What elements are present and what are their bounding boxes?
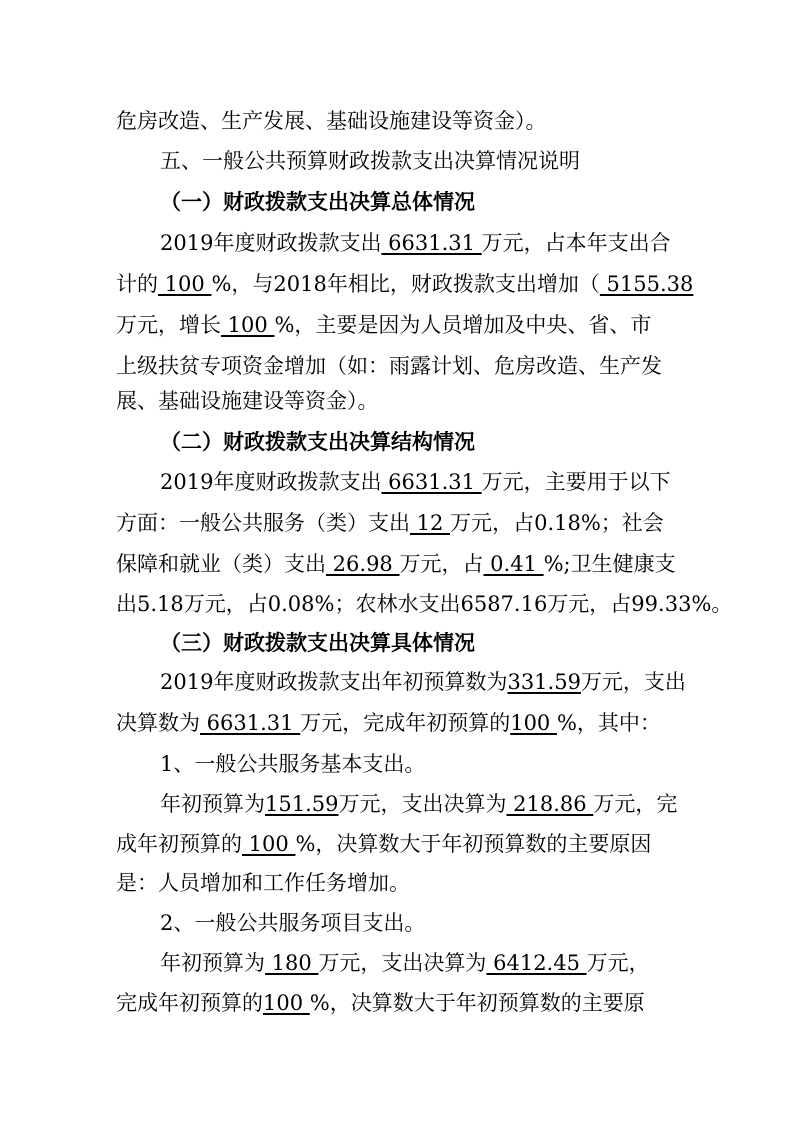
value-social-security-percent: 0.41	[483, 552, 544, 576]
value-final-accounts: 6631.31	[200, 711, 301, 735]
value-growth: 100	[221, 313, 275, 337]
paragraph-line: 决算数为 6631.31 万元，完成年初预算的100 %，其中：	[116, 711, 661, 735]
value-basic-final: 218.86	[506, 792, 594, 816]
value-basic-budget: 151.59	[265, 792, 339, 816]
value-percent: 100	[158, 272, 212, 296]
value-increase: 5155.38	[599, 272, 694, 296]
paragraph-line: 出5.18万元，占0.08%；农林水支出6587.16万元，占99.33%。	[116, 592, 733, 616]
value-project-percent: 100	[263, 991, 310, 1015]
paragraph-line: 万元，增长 100 %，主要是因为人员增加及中央、省、市	[116, 313, 652, 337]
value-total-expenditure: 6631.31	[381, 470, 482, 494]
paragraph-line: 2019年度财政拨款支出年初预算数为331.59万元，支出	[160, 670, 686, 694]
value-public-services: 12	[410, 511, 451, 535]
subsection-heading: （二）财政拨款支出决算结构情况	[160, 429, 475, 454]
list-item-heading: 1、一般公共服务基本支出。	[160, 752, 426, 776]
paragraph-line: 是：人员增加和工作任务增加。	[116, 871, 410, 895]
paragraph-line: 展、基础设施建设等资金）。	[116, 389, 379, 413]
subsection-heading: （三）财政拨款支出决算具体情况	[160, 630, 475, 655]
value-project-final: 6412.45	[486, 951, 587, 975]
subsection-heading: （一）财政拨款支出决算总体情况	[160, 189, 475, 214]
value-social-security: 26.98	[326, 552, 400, 576]
value-project-budget: 180	[265, 951, 319, 975]
paragraph-line: 2019年度财政拨款支出 6631.31 万元，主要用于以下	[160, 470, 671, 494]
value-initial-budget: 331.59	[507, 670, 581, 694]
value-total-expenditure: 6631.31	[381, 231, 482, 255]
paragraph-line: 完成年初预算的100 %，决算数大于年初预算数的主要原	[116, 991, 645, 1015]
list-item-heading: 2、一般公共服务项目支出。	[160, 911, 426, 935]
paragraph-line: 上级扶贫专项资金增加（如：雨露计划、危房改造、生产发	[116, 354, 662, 378]
value-completion-percent: 100	[510, 711, 557, 735]
paragraph-line: 方面：一般公共服务（类）支出 12 万元，占0.18%；社会	[116, 511, 664, 535]
section-heading: 五、一般公共预算财政拨款支出决算情况说明	[160, 149, 580, 173]
paragraph-line: 2019年度财政拨款支出 6631.31 万元，占本年支出合	[160, 231, 671, 255]
paragraph-line: 危房改造、生产发展、基础设施建设等资金）。	[116, 109, 547, 133]
paragraph-line: 计的 100 %，与2018年相比，财政拨款支出增加（ 5155.38	[116, 272, 694, 296]
value-basic-percent: 100	[242, 832, 296, 856]
paragraph-line: 年初预算为151.59万元，支出决算为 218.86 万元，完	[160, 792, 678, 816]
paragraph-line: 成年初预算的 100 %，决算数大于年初预算数的主要原因	[116, 832, 652, 856]
paragraph-line: 保障和就业（类）支出 26.98 万元，占 0.41 %;卫生健康支	[116, 552, 676, 576]
paragraph-line: 年初预算为 180 万元，支出决算为 6412.45 万元，	[160, 951, 650, 975]
